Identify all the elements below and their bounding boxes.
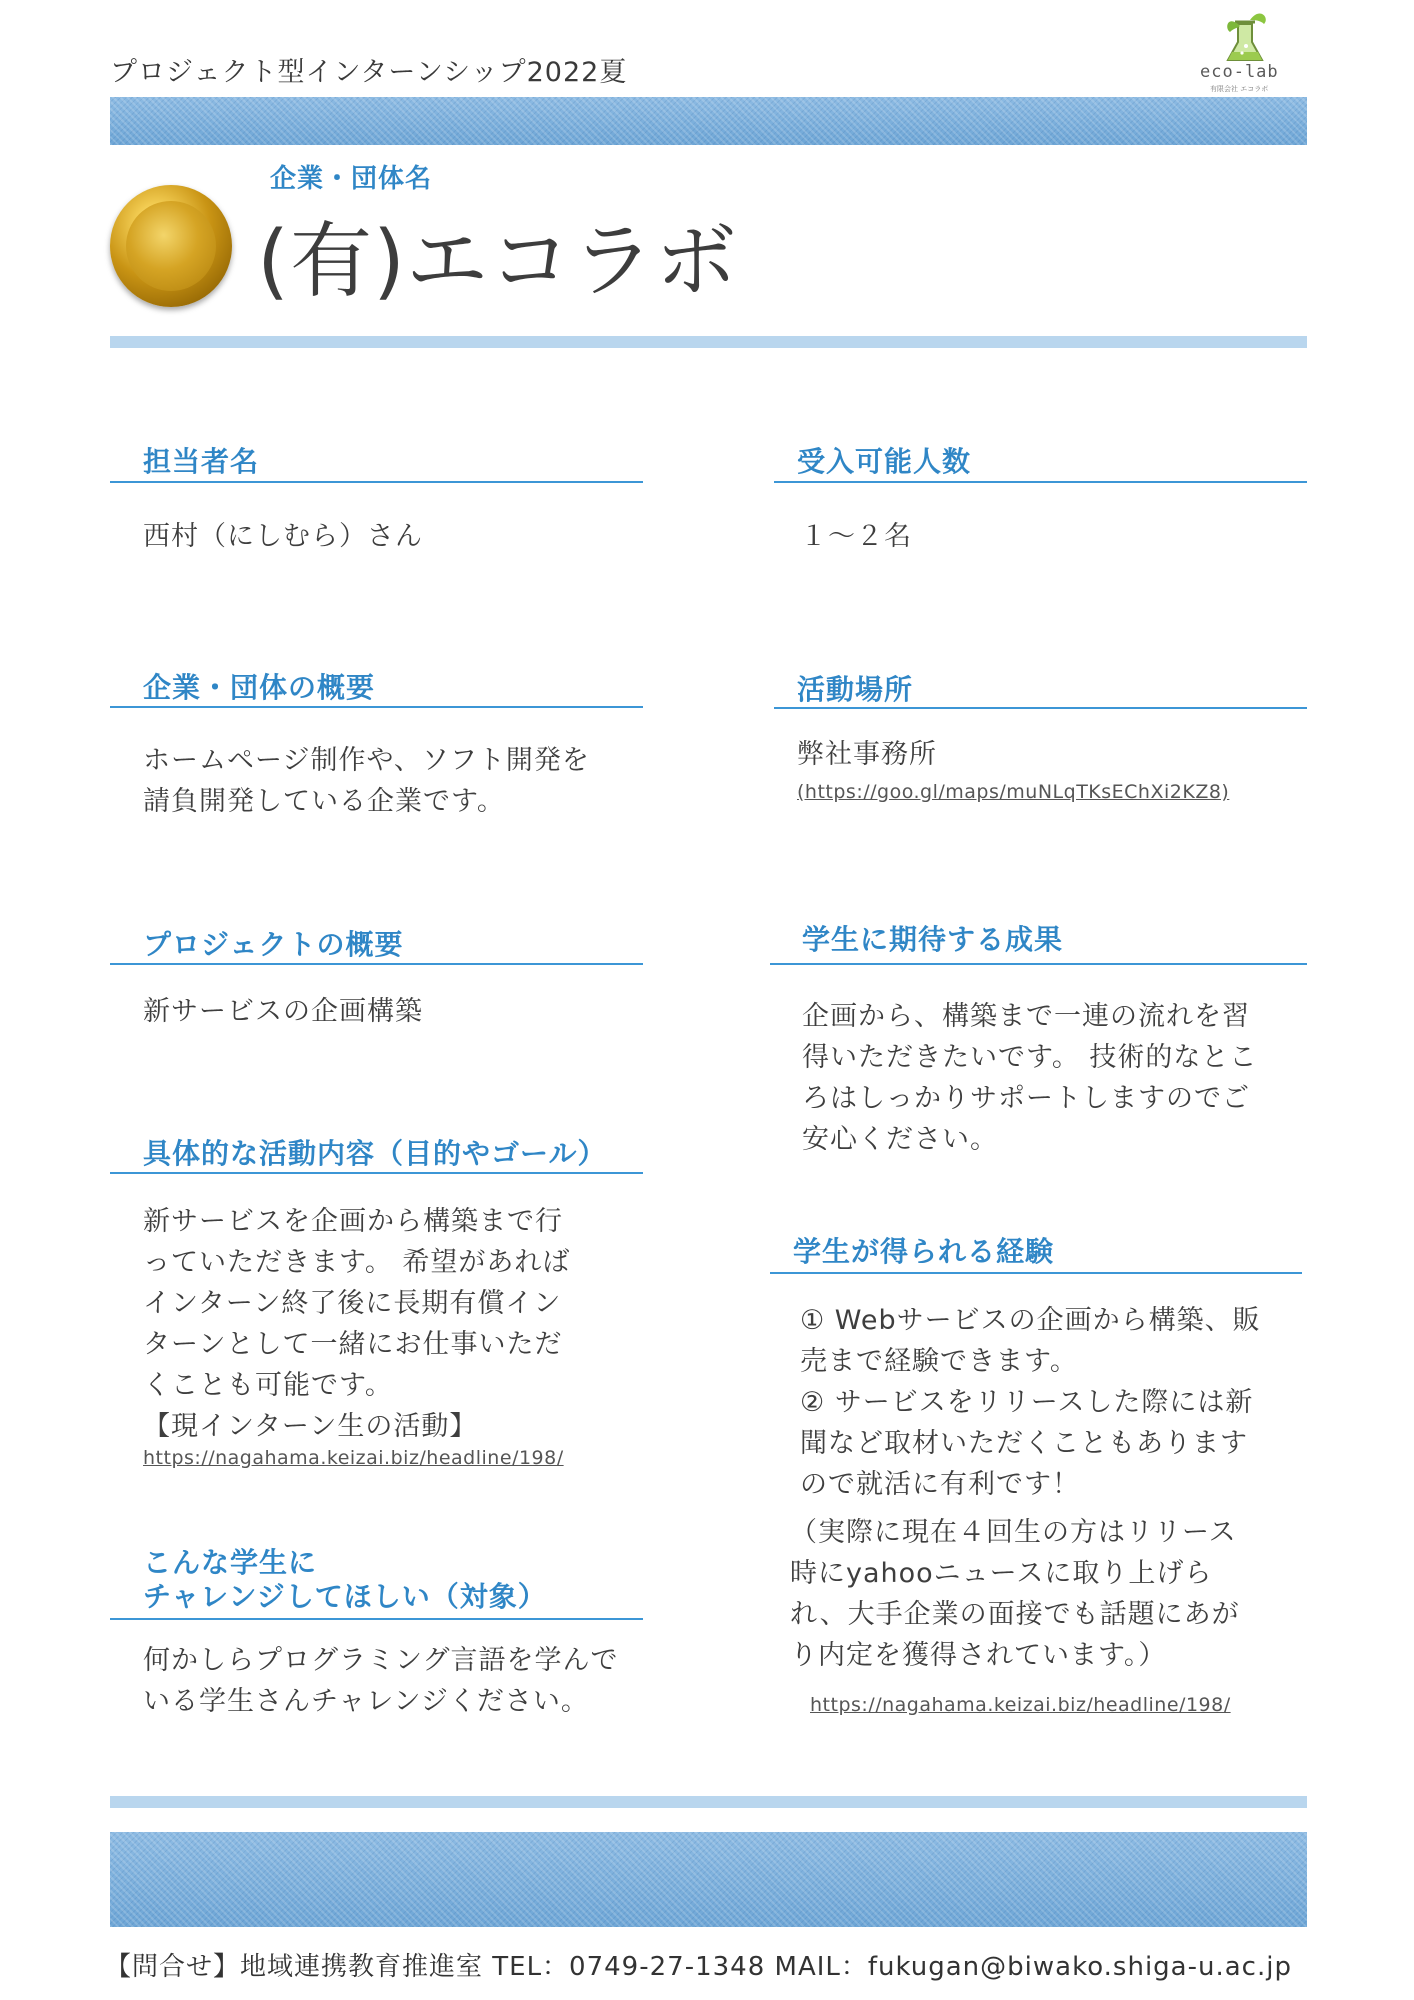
experience-heading: 学生が得られる経験 (793, 1235, 1055, 1268)
activities-line: インターン終了後に長期有償イン (143, 1288, 562, 1319)
expected-line: ろはしっかりサポートしますのでご (802, 1083, 1250, 1114)
project-underline (110, 963, 643, 965)
divider-bottom (110, 1796, 1307, 1808)
target-underline (110, 1618, 643, 1620)
capacity-body: １～２名 (800, 521, 912, 552)
target-body (143, 1640, 618, 1722)
divider-top (110, 336, 1307, 348)
company-label: 企業・団体名 (270, 164, 433, 194)
expected-line: 安心ください。 (802, 1124, 998, 1155)
experience-note-line: （実際に現在４回生の方はリリース (790, 1517, 1237, 1548)
expected-body (802, 996, 1257, 1160)
experience-line: ① Webサービスの企画から構築、販 (800, 1305, 1261, 1336)
location-heading: 活動場所 (797, 673, 914, 706)
experience-line: ので就活に有利です！ (800, 1469, 1080, 1500)
location-map-link[interactable]: (https://goo.gl/maps/muNLqTKsEChXi2KZ8) (797, 781, 1230, 803)
expected-line: 企画から、構築まで一連の流れを習 (802, 1001, 1250, 1032)
activities-line: 新サービスを企画から構築まで行 (143, 1206, 563, 1237)
experience-body (800, 1300, 1261, 1505)
target-heading-line: チャレンジしてほしい（対象） (143, 1580, 547, 1613)
overview-underline (110, 706, 643, 708)
denim-footer-band (110, 1832, 1307, 1927)
experience-line: 売まで経験できます。 (800, 1346, 1078, 1377)
gold-medal-icon (110, 185, 232, 307)
activities-underline (110, 1172, 643, 1174)
activities-line: くことも可能です。 (143, 1370, 393, 1401)
activities-line: 【現インターン生の活動】 (143, 1411, 478, 1442)
contact-underline (110, 481, 643, 483)
experience-underline (770, 1272, 1302, 1274)
page-title: プロジェクト型インターンシップ2022夏 (110, 57, 628, 88)
expected-underline (770, 963, 1307, 965)
overview-line: 請負開発している企業です。 (143, 786, 505, 817)
overview-body (143, 740, 590, 822)
expected-line: 得いただきたいです。 技術的なとこ (802, 1042, 1258, 1073)
expected-heading: 学生に期待する成果 (802, 923, 1064, 956)
contact-footer: 【問合せ】地域連携教育推進室 TEL：0749-27-1348 MAIL：fukugan@biwako.shiga-u.ac.jp (105, 1952, 1292, 1982)
overview-heading: 企業・団体の概要 (143, 671, 376, 704)
company-name: (有)エコラボ (257, 214, 738, 309)
logo-subtext: 有限会社 エコラボ (1210, 85, 1269, 93)
capacity-underline (774, 481, 1307, 483)
eco-lab-logo (1180, 6, 1320, 96)
activities-line: ターンとして一緒にお仕事いただ (143, 1329, 563, 1360)
location-underline (774, 707, 1307, 709)
overview-line: ホームページ制作や、ソフト開発を (143, 745, 590, 776)
contact-heading: 担当者名 (143, 445, 260, 478)
experience-line: ② サービスをリリースした際には新 (800, 1387, 1254, 1418)
capacity-heading: 受入可能人数 (797, 445, 972, 478)
activities-heading: 具体的な活動内容（目的やゴール） (143, 1137, 607, 1170)
contact-name: 西村（にしむら）さん (143, 521, 423, 552)
location-body: 弊社事務所 (797, 739, 937, 770)
target-heading (143, 1546, 547, 1614)
denim-header-band (110, 97, 1307, 145)
activities-line: っていただきます。 希望があれば (143, 1247, 571, 1278)
experience-line: 聞など取材いただくこともあります (800, 1428, 1248, 1459)
logo-text: eco-lab (1200, 62, 1279, 82)
experience-note-line: り内定を獲得されています。） (790, 1640, 1167, 1671)
activities-link[interactable]: https://nagahama.keizai.biz/headline/198/ (143, 1447, 564, 1469)
target-line: 何かしらプログラミング言語を学んで (143, 1645, 619, 1676)
experience-note-line: れ、大手企業の面接でも話題にあが (790, 1599, 1240, 1630)
activities-body (143, 1201, 570, 1447)
project-body: 新サービスの企画構築 (143, 996, 423, 1027)
experience-note (790, 1512, 1240, 1676)
flask-leaf-icon (1180, 6, 1320, 66)
target-line: いる学生さんチャレンジください。 (143, 1686, 589, 1717)
experience-note-line: 時にyahooニュースに取り上げら (790, 1558, 1213, 1589)
project-heading: プロジェクトの概要 (143, 928, 404, 961)
experience-link[interactable]: https://nagahama.keizai.biz/headline/198/ (810, 1694, 1231, 1716)
target-heading-line: こんな学生に (143, 1546, 318, 1579)
